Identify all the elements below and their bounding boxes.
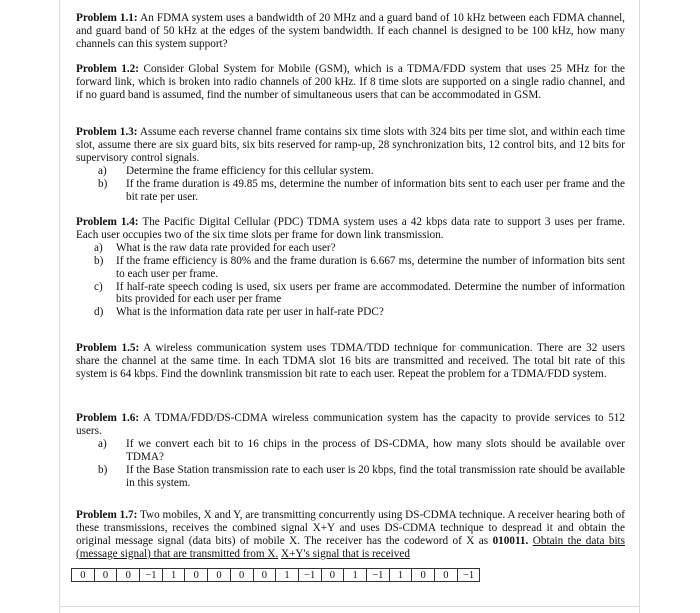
sequence-cell: 0: [230, 569, 253, 582]
received-signal-table: [71, 568, 480, 582]
list-item: [94, 306, 625, 319]
sequence-cell: 0: [253, 569, 276, 582]
problem-title: Problem 1.7:: [76, 509, 138, 521]
problem-text: Assume each reverse channel frame contains six time slots with 324 bits per time slot, and within each time slot, assume there are six guard bits, six bits reserved for ramp-up, 28 synchronization bits, 12 control bits, and 12 bits for supervisory control signals.: [76, 126, 625, 164]
list-item: [98, 178, 625, 204]
sequence-cell: 0: [412, 569, 435, 582]
list-text: If we convert each bit to 16 chips in the process of DS-CDMA, how many slots should be available over TDMA?: [126, 437, 625, 463]
problem-text: An FDMA system uses a bandwidth of 20 MHz and a guard band of 10 kHz between each FDMA channel, and guard band of 50 kHz at the edges of the system bandwidth. If each channel is designed to be 100 kHz, how many channels can this system support?: [76, 12, 625, 50]
list-marker: b): [98, 177, 108, 190]
list-marker: c): [94, 280, 103, 293]
list-marker: a): [94, 241, 103, 254]
problem-text: A TDMA/FDD/DS-CDMA wireless communication system has the capacity to provide services to 512 users.: [76, 412, 625, 437]
sequence-cell: −1: [457, 569, 480, 582]
list-marker: b): [98, 463, 108, 476]
list-text: If the frame duration is 49.85 ms, determine the number of information bits sent to each user per frame and the bit rate per user.: [126, 177, 625, 203]
received-signal-label: X+Y's signal that is received: [281, 547, 410, 560]
list-text: What is the information data rate per user in half-rate PDC?: [116, 306, 384, 319]
problem-text: The Pacific Digital Cellular (PDC) TDMA system uses a 42 kbps data rate to support 3 uses per frame. Each user occupies two of the six time slots per frame for down link transmission.: [76, 216, 625, 241]
sequence-cell: 0: [94, 569, 117, 582]
sequence-cell: 0: [435, 569, 458, 582]
problem-title: Problem 1.5:: [76, 342, 140, 354]
problem-1-7: [76, 509, 625, 561]
list-item: [98, 165, 625, 178]
list-marker: b): [94, 254, 104, 267]
problem-title: Problem 1.6:: [76, 412, 140, 424]
problem-text: Consider Global System for Mobile (GSM), which is a TDMA/FDD system that uses 25 MHz for the forward link, which is broken into radio channels of 200 kHz. If 8 time slots are supported on a single radio channel, and if no guard band is assumed, find the number of simultaneous users that can be accommodated in GSM.: [76, 63, 626, 101]
problem-1-5: [76, 342, 625, 381]
problem-title: Problem 1.4:: [76, 216, 139, 228]
sequence-cell: 1: [344, 569, 367, 582]
list-marker: a): [98, 164, 107, 177]
page-border-bottom: [59, 606, 640, 607]
sequence-cell: 0: [72, 569, 95, 582]
page-border-right: [639, 0, 640, 613]
sequence-cell: −1: [140, 569, 163, 582]
problem-1-6: [76, 412, 625, 489]
problem-text: Two mobiles, X and Y, are transmitting concurrently using DS-CDMA technique. A receiver hearing both of these transmissions, receives the combined signal X+Y and uses DS-CDMA technique to despread it and obtain the original message signal (data bits) of mobile X. The receiver has the codeword of X as: [76, 509, 625, 547]
problem-text: A wireless communication system uses TDMA/TDD technique for communication. There are 32 users share the channel at the same time. In each TDMA slot 16 bits are transmitted and received. The total bit rate of this system is 64 kbps. Find the downlink transmission bit rate to each user. Repeat the problem for a TDMA/FDD system.: [76, 342, 625, 380]
problem-title: Problem 1.1:: [76, 12, 138, 24]
problem-1-2: [76, 63, 625, 102]
sequence-cell: 0: [117, 569, 140, 582]
list-text: If the frame efficiency is 80% and the frame duration is 6.667 ms, determine the number of information bits sent to each user per frame.: [116, 254, 625, 280]
sequence-cell: 0: [321, 569, 344, 582]
sequence-cell: 1: [389, 569, 412, 582]
sequence-cell: 0: [185, 569, 208, 582]
problem-title: Problem 1.3:: [76, 126, 138, 138]
problem-title: Problem 1.2:: [76, 63, 140, 75]
sequence-cell: 1: [162, 569, 185, 582]
list-item: [94, 255, 625, 281]
list-text: What is the raw data rate provided for each user?: [116, 241, 336, 254]
list-text: Determine the frame efficiency for this cellular system.: [126, 164, 374, 177]
list-item: [94, 242, 625, 255]
sequence-cell: 1: [276, 569, 299, 582]
list-text: If the Base Station transmission rate to each user is 20 kbps, find the total transmission rate should be available in this system.: [126, 463, 625, 489]
sequence-cell: 0: [208, 569, 231, 582]
list-text: If half-rate speech coding is used, six users per frame are accommodated. Determine the number of information bits provided for each user per frame: [116, 280, 625, 306]
list-item: [94, 281, 625, 307]
problem-1-4: [76, 216, 625, 319]
sequence-cell: −1: [366, 569, 389, 582]
list-marker: d): [94, 306, 104, 319]
page-border-left: [59, 0, 60, 613]
problem-1-3: [76, 126, 625, 203]
list-item: [98, 464, 625, 490]
list-marker: a): [98, 437, 107, 450]
codeword: 010011.: [492, 534, 529, 547]
problem-question: Obtain the data bits (message signal) that are transmitted from X.: [76, 534, 626, 560]
table-row: [72, 569, 480, 582]
list-item: [98, 438, 625, 464]
sequence-cell: −1: [298, 569, 321, 582]
problem-1-1: [76, 12, 625, 51]
